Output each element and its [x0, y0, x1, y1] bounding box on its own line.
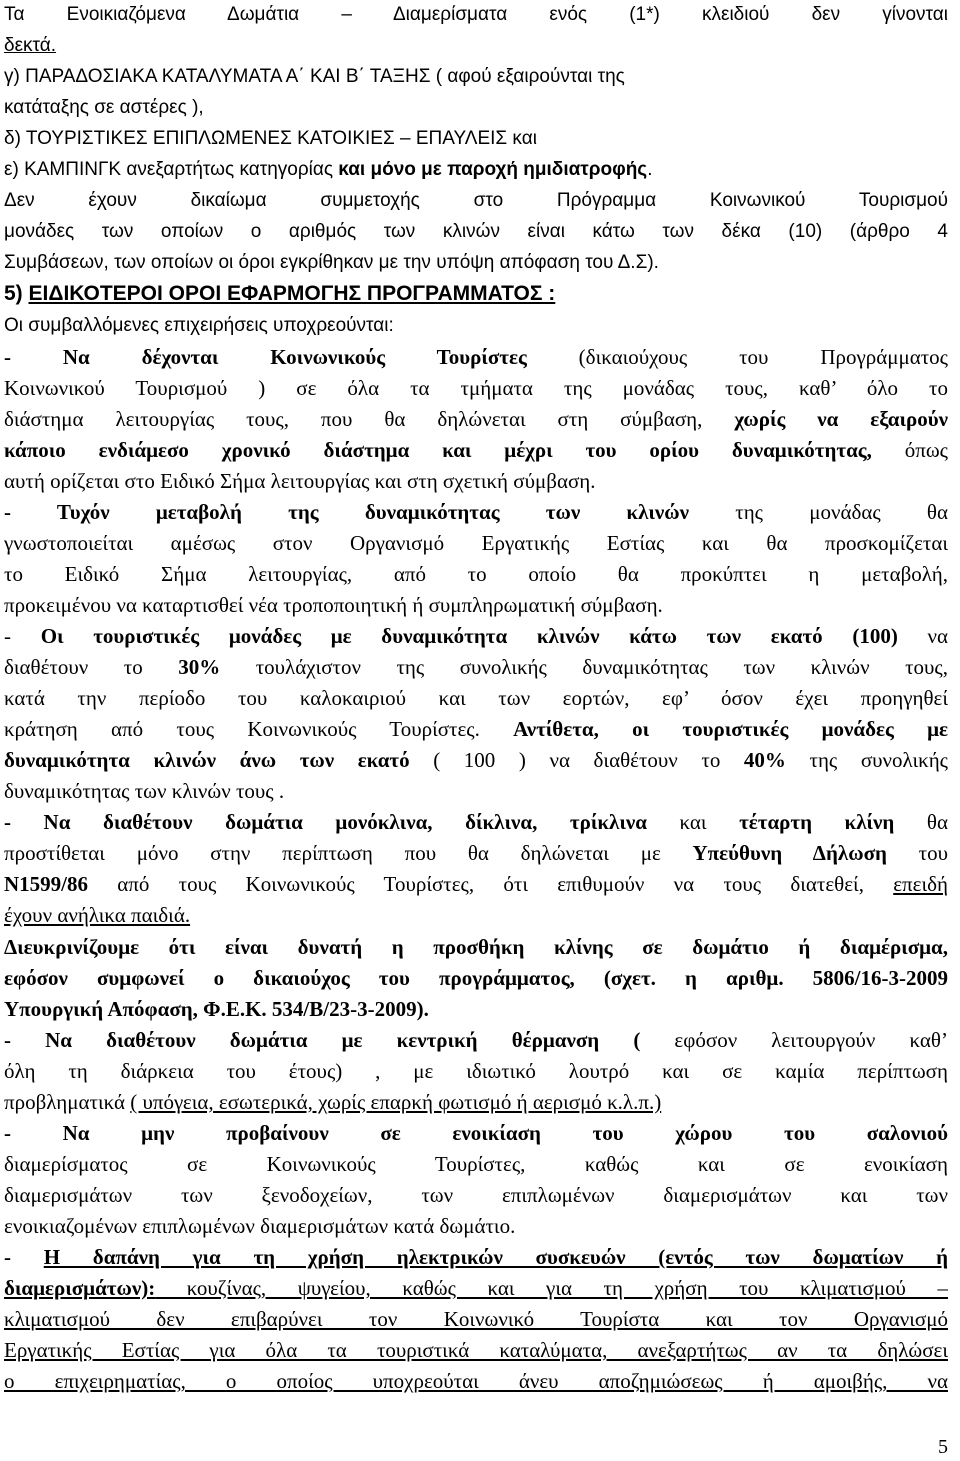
text-run: Οι συμβαλλόμενες επιχειρήσεις υποχρεούνται: — [4, 314, 394, 336]
text-run: από τους Κοινωνικούς Τουρίστες, ότι επιθυμούν να τους διατεθεί, — [88, 872, 894, 897]
text-line — [4, 248, 948, 278]
text-run: . — [647, 159, 653, 181]
text-run: δυναμικότητας των κλινών τους . — [4, 779, 285, 804]
text-line — [4, 1180, 948, 1210]
text-run: - Να δέχονται Κοινωνικούς Τουρίστες — [4, 344, 527, 369]
text-line — [4, 1304, 948, 1334]
text-run: Συμβάσεων, των οποίων οι όροι εγκρίθηκαν με την υπόψη απόφαση του Δ.Σ). — [4, 252, 659, 274]
text-run: - Να διαθέτουν δωμάτια με κεντρική θέρμανση ( — [4, 1027, 641, 1052]
text-run: της μονάδας θα — [689, 499, 948, 524]
text-line — [4, 1025, 948, 1055]
text-run: όπως — [871, 437, 948, 462]
text-run: προκειμένου να καταρτισθεί νέα τροποποιητική ή συμπληρωματική σύμβαση. — [4, 592, 663, 617]
text-run: κλιματισμού δεν επιβαρύνει τον Κοινωνικό Τουρίστα και τον Οργανισμό — [4, 1307, 948, 1332]
text-line — [4, 1335, 948, 1365]
text-run: ο επιχειρηματίας, ο οποίος υποχρεούται άνευ αποζημιώσεως ή αμοιβής, να — [4, 1369, 948, 1394]
text-line — [4, 994, 948, 1024]
text-run: να — [897, 624, 948, 648]
text-run: χωρίς να εξαιρούν — [734, 406, 948, 431]
text-run: όλη τη διάρκεια του έτους) , με ιδιωτικό λουτρό και σε καμία περίπτωση — [4, 1058, 948, 1083]
text-line — [4, 31, 948, 61]
text-run: κάποιο ενδιάμεσο χρονικό διάστημα και μέχρι του ορίου δυναμικότητας, — [4, 437, 872, 462]
text-line — [4, 1273, 948, 1303]
text-run: επειδή — [893, 872, 948, 897]
text-run: ΕΙΔΙΚΟΤΕΡΟΙ ΟΡΟΙ ΕΦΑΡΜΟΓΗΣ ΠΡΟΓΡΑΜΜΑΤΟΣ : — [28, 282, 556, 306]
text-line — [4, 155, 948, 185]
text-run: εφόσον συμφωνεί ο δικαιούχος του προγράμματος, (σχετ. η αριθμ. 5806/16-3-2009 — [4, 965, 948, 990]
text-run: γνωστοποιείται αμέσως στον Οργανισμό Εργατικής Εστίας και θα προσκομίζεται — [4, 530, 948, 555]
text-run: γ) ΠΑΡΑΔΟΣΙΑΚΑ ΚΑΤΑΛΥΜΑΤΑ Α΄ ΚΑΙ Β΄ ΤΑΞΗΣ ( αφού εξαιρούνται της — [4, 66, 625, 88]
text-line — [4, 776, 948, 806]
text-run: Υπουργική Απόφαση, Φ.Ε.Κ. 534/Β/23-3-2009). — [4, 996, 429, 1021]
text-line — [4, 807, 948, 837]
text-line — [4, 1149, 948, 1179]
text-run: έχουν ανήλικα παιδιά. — [4, 903, 191, 928]
text-line — [4, 93, 948, 123]
text-run: 40% — [743, 748, 786, 773]
text-run: - Να διαθέτουν δωμάτια μονόκλινα, δίκλινα, τρίκλινα — [4, 810, 647, 835]
text-run: κατάταξης σε αστέρες ), — [4, 97, 204, 119]
text-line — [4, 186, 948, 216]
text-run: και — [646, 810, 740, 835]
text-run: Δεν έχουν δικαίωμα συμμετοχής στο Πρόγραμμα Κοινωνικού Τουρισμού — [4, 190, 948, 212]
text-run: (δικαιούχους του Προγράμματος — [526, 344, 948, 369]
text-run: Διευκρινίζουμε ότι είναι δυνατή η προσθήκη κλίνης σε δωμάτιο ή διαμέρισμα, — [4, 934, 948, 959]
text-line — [4, 0, 948, 30]
text-line — [4, 963, 948, 993]
text-run: της συνολικής — [785, 748, 948, 773]
text-run: Τα Ενοικιαζόμενα Δωμάτια – Διαμερίσματα ενός (1*) κλειδιού δεν γίνονται — [4, 4, 948, 25]
text-run: - — [4, 1245, 44, 1269]
text-run: Υπεύθυνη Δήλωση — [692, 841, 887, 866]
text-run: κατά την περίοδο του καλοκαιριού και των εορτών, εφ’ όσον έχει προηγηθεί — [4, 686, 948, 711]
text-line — [4, 311, 948, 341]
text-line — [4, 745, 948, 775]
text-line — [4, 528, 948, 558]
text-line — [4, 869, 948, 899]
text-line — [4, 559, 948, 589]
page-number: 5 — [938, 1436, 948, 1458]
text-line — [4, 714, 948, 744]
text-run: - — [4, 624, 41, 648]
text-run: δ) ΤΟΥΡΙΣΤΙΚΕΣ ΕΠΙΠΛΩΜΕΝΕΣ ΚΑΤΟΙΚΙΕΣ – ΕΠΑΥΛΕΙΣ και — [4, 128, 537, 150]
text-run: δυναμικότητα κλινών άνω των εκατό — [4, 748, 410, 773]
text-line — [4, 1087, 948, 1117]
text-run: ε) ΚΑΜΠΙΝΓΚ ανεξαρτήτως κατηγορίας — [4, 159, 339, 181]
text-run: 5) — [4, 282, 29, 306]
text-run: διαθέτουν το — [4, 655, 179, 680]
text-line — [4, 652, 948, 682]
text-run: - Τυχόν μεταβολή της δυναμικότητας των κλινών — [4, 499, 690, 524]
text-run: κουζίνας, ψυγείου, καθώς και για τη χρήση του κλιματισμού – — [155, 1276, 948, 1301]
text-run: διαμερισμάτων των ξενοδοχείων, των επιπλωμένων διαμερισμάτων και των — [4, 1182, 948, 1207]
text-run: Οι τουριστικές μονάδες με δυναμικότητα κλινών κάτω των εκατό (100) — [40, 624, 898, 648]
text-run: τέταρτη κλίνη — [739, 810, 895, 835]
text-line — [4, 62, 948, 92]
text-line — [4, 217, 948, 247]
text-line — [4, 683, 948, 713]
text-line — [4, 621, 948, 651]
text-run: θα — [894, 810, 948, 835]
text-line — [4, 838, 948, 868]
text-run: και μόνο με παροχή ημιδιατροφής — [338, 159, 648, 181]
text-run: εφόσον λειτουργούν καθ’ — [640, 1027, 948, 1052]
text-run: Αντίθετα, οι τουριστικές μονάδες με — [513, 717, 948, 742]
text-run: προβληματικά — [4, 1089, 131, 1114]
text-run: τουλάχιστον της συνολικής δυναμικότητας των κλινών τους, — [220, 655, 948, 680]
text-line — [4, 497, 948, 527]
text-run: ( υπόγεια, εσωτερικά, χωρίς επαρκή φωτισμό ή αερισμό κ.λ.π.) — [130, 1089, 662, 1114]
text-line — [4, 279, 948, 309]
text-run: - Να μην προβαίνουν σε ενοικίαση του χώρου του σαλονιού — [4, 1120, 948, 1145]
text-line — [4, 1242, 948, 1272]
text-run: ενοικιαζομένων επιπλωμένων διαμερισμάτων κατά δωμάτιο. — [4, 1213, 516, 1238]
text-run: αυτή ορίζεται στο Ειδικό Σήμα λειτουργίας και στη σχετική σύμβαση. — [4, 468, 596, 493]
text-run: δεκτά. — [4, 35, 57, 57]
text-line — [4, 932, 948, 962]
text-run: Η δαπάνη για τη χρήση ηλεκτρικών συσκευών (εντός των δωματίων ή — [43, 1245, 948, 1269]
text-line — [4, 1118, 948, 1148]
text-line — [4, 1211, 948, 1241]
text-line — [4, 342, 948, 372]
text-run: διαμερισμάτων): — [4, 1276, 156, 1301]
text-line — [4, 435, 948, 465]
text-line — [4, 1366, 948, 1396]
text-line — [4, 404, 948, 434]
text-run: διαμερίσματος σε Κοινωνικούς Τουρίστες, καθώς και σε ενοικίαση — [4, 1151, 948, 1176]
text-run: διάστημα λειτουργίας τους, που θα δηλώνεται στη σύμβαση, — [4, 406, 735, 431]
text-line — [4, 373, 948, 403]
text-run: μονάδες των οποίων ο αριθμός των κλινών είναι κάτω των δέκα (10) (άρθρο 4 — [4, 221, 948, 243]
text-line — [4, 900, 948, 930]
text-run: κράτηση από τους Κοινωνικούς Τουρίστες. — [4, 717, 514, 742]
text-line — [4, 466, 948, 496]
text-run: Κοινωνικού Τουρισμού ) σε όλα τα τμήματα της μονάδας τους, καθ’ όλο το — [4, 375, 948, 400]
text-run: Ν1599/86 — [4, 872, 88, 897]
text-run: του — [886, 841, 948, 866]
text-run: Εργατικής Εστίας για όλα τα τουριστικά καταλύματα, ανεξαρτήτως αν τα δηλώσει — [4, 1338, 948, 1363]
text-run: ( 100 ) να διαθέτουν το — [409, 748, 744, 773]
text-line — [4, 590, 948, 620]
text-run: 30% — [178, 655, 221, 680]
text-run: προστίθεται μόνο στην περίπτωση που θα δηλώνεται με — [4, 841, 693, 866]
text-line — [4, 1056, 948, 1086]
text-run: το Ειδικό Σήμα λειτουργίας, από το οποίο θα προκύπτει η μεταβολή, — [4, 561, 948, 586]
text-line — [4, 124, 948, 154]
